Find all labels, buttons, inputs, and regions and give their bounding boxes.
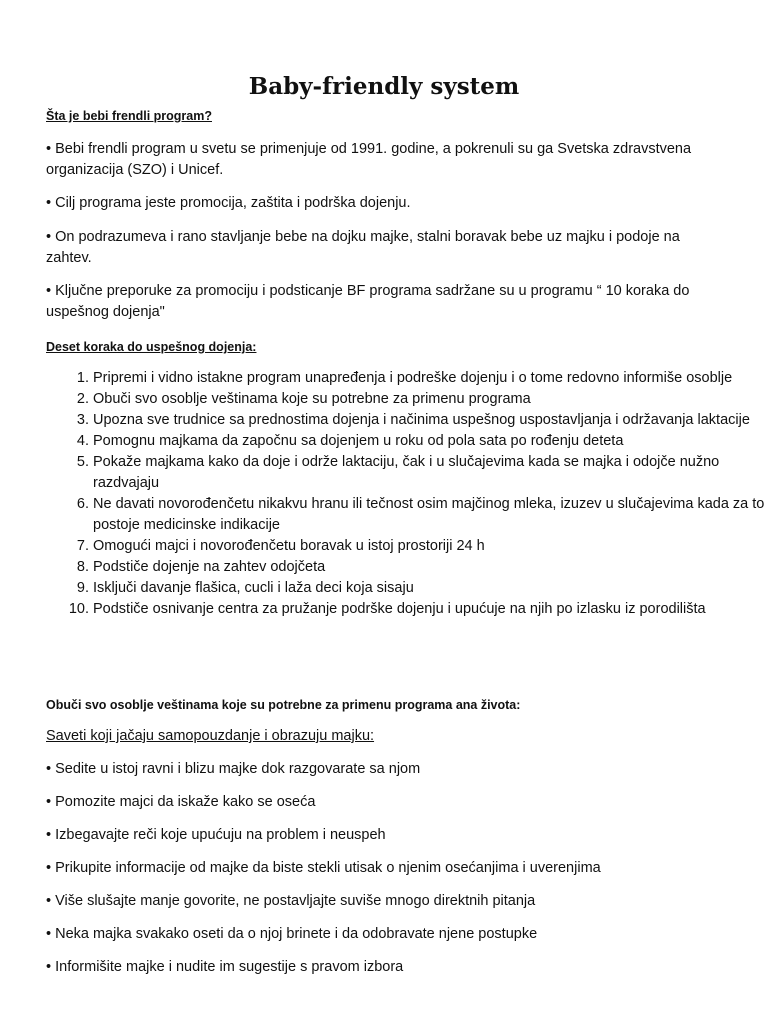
list-item: 9. Isključi davanje flašica, cucli i laža deci koja sisaju (93, 578, 768, 599)
bullet-paragraph: • Pomozite majci da iskaže kako se oseća (46, 794, 316, 810)
list-item: 2. Obuči svo osoblje veštinama koje su potrebne za primenu programa (93, 389, 768, 410)
list-item: 1. Pripremi i vidno istakne program unapređenja i podreške dojenju i o tome redovno informiše osoblje (93, 368, 768, 389)
bullet-paragraph: • Više slušajte manje govorite, ne postavljajte suviše mnogo direktnih pitanja (46, 893, 536, 909)
section-heading-training: Obuči svo osoblje veštinama koje su potrebne za primenu programa ana života: (46, 698, 521, 712)
list-item: 6. Ne davati novorođenčetu nikakvu hranu ili tečnost osim majčinog mleka, izuzev u slučajevima kada za to postoje medicinske indikacije (93, 494, 768, 536)
bullet-paragraph: • Cilj programa jeste promocija, zaštita i podrška dojenju. (46, 195, 411, 211)
section-heading-ten-steps: Deset koraka do uspešnog dojenja: (46, 340, 257, 354)
bullet-paragraph: • Sedite u istoj ravni i blizu majke dok razgovarate sa njom (46, 761, 421, 777)
ten-steps-list (46, 368, 768, 620)
list-item: 7. Omogući majci i novorođenčetu boravak u istoj prostoriji 24 h (93, 536, 768, 557)
bullet-paragraph: • Neka majka svakako oseti da o njoj brinete i da odobravate njene postupke (46, 926, 538, 942)
list-item: 3. Upozna sve trudnice sa prednostima dojenja i načinima uspešnog uspostavljanja i održavanja laktacije (93, 410, 768, 431)
subheading-advice: Saveti koji jačaju samopouzdanje i obrazuju majku: (46, 728, 375, 744)
bullet-paragraph: • Izbegavajte reči koje upućuju na problem i neuspeh (46, 827, 386, 843)
list-item: 4. Pomognu majkama da započnu sa dojenjem u roku od pola sata po rođenju deteta (93, 431, 768, 452)
document-title: Baby-friendly system (248, 73, 520, 100)
bullet-paragraph: • Informišite majke i nudite im sugestije s pravom izbora (46, 959, 404, 975)
bullet-paragraph: • Ključne preporuke za promociju i podsticanje BF programa sadržane su u programu “ 10 koraka do uspešnog dojenja" (46, 283, 690, 320)
bullet-paragraph: • On podrazumeva i rano stavljanje bebe na dojku majke, stalni boravak bebe uz majku i podoje na zahtev. (46, 229, 680, 266)
list-item: 8. Podstiče dojenje na zahtev odojčeta (93, 557, 768, 578)
list-item: 10. Podstiče osnivanje centra za pružanje podrške dojenju i upućuje na njih po izlasku iz porodilišta (93, 599, 768, 620)
section-heading-what-is-program: Šta je bebi frendli program? (46, 109, 212, 123)
bullet-paragraph: • Bebi frendli program u svetu se primenjuje od 1991. godine, a pokrenuli su ga Svetska zdravstvena organizacija (SZO) i Unicef. (46, 141, 692, 178)
bullet-paragraph: • Prikupite informacije od majke da biste stekli utisak o njenim osećanjima i uverenjima (46, 860, 601, 876)
list-item: 5. Pokaže majkama kako da doje i održe laktaciju, čak i u slučajevima kada se majka i odojče nužno razdvajaju (93, 452, 768, 494)
